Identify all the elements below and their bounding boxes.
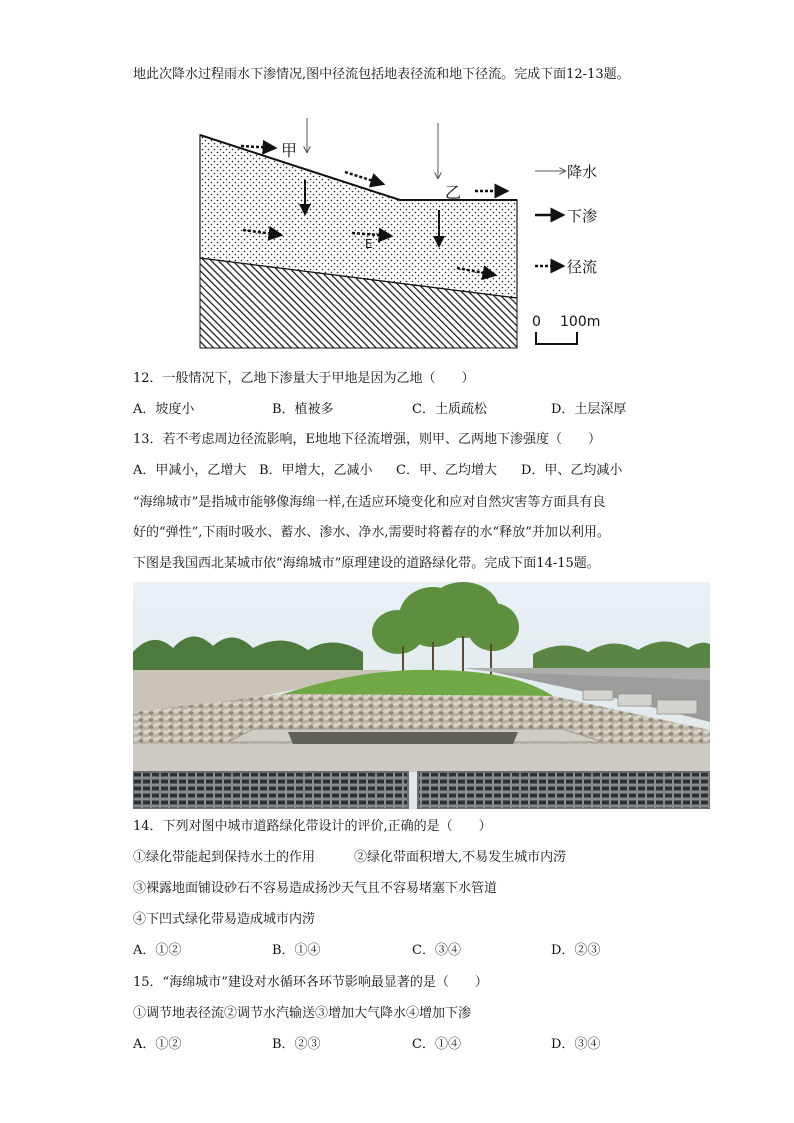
greenbelt-photo bbox=[133, 582, 710, 809]
runoff-arrow bbox=[345, 172, 383, 184]
q14-item-1: ①绿化带能起到保持水土的作用 ②绿化带面积增大,不易发生城市内涝 bbox=[133, 850, 567, 865]
legend-infiltration: 下渗 bbox=[567, 207, 598, 225]
q14-stem: 14．下列对图中城市道路绿化带设计的评价,正确的是（ ） bbox=[133, 819, 492, 834]
scale-bar bbox=[536, 332, 577, 344]
q14-options bbox=[133, 942, 693, 960]
label-jia: 甲 bbox=[281, 141, 298, 160]
q14-option-a[interactable]: A．①② bbox=[133, 943, 182, 958]
q14-option-b[interactable]: B．①④ bbox=[272, 943, 321, 958]
q14-option-c[interactable]: C．③④ bbox=[412, 943, 461, 958]
q15-option-c[interactable]: C．①④ bbox=[412, 1037, 461, 1052]
drain-grate-right bbox=[418, 772, 710, 809]
q12-stem: 12．一般情况下，乙地下渗量大于甲地是因为乙地（ ） bbox=[133, 371, 475, 386]
passage-line-2: 好的“弹性”,下雨时吸水、蓄水、渗水、净水,需要时将蓄存的水“释放”并加以利用。 bbox=[133, 525, 610, 540]
q15-stem: 15．“海绵城市”建设对水循环各环节影响最显著的是（ ） bbox=[133, 975, 488, 990]
q14-option-d[interactable]: D．②③ bbox=[551, 943, 601, 958]
q13-options bbox=[133, 462, 693, 480]
legend-precipitation: 降水 bbox=[567, 163, 598, 181]
passage-line-1: “海绵城市”是指城市能够像海绵一样,在适应环境变化和应对自然灾害等方面具有良 bbox=[133, 495, 606, 510]
q12-option-d[interactable]: D．土层深厚 bbox=[551, 402, 627, 417]
label-e: E bbox=[365, 237, 373, 251]
q15-option-b[interactable]: B．②③ bbox=[272, 1037, 321, 1052]
label-yi: 乙 bbox=[445, 183, 462, 202]
drain-grate-left bbox=[133, 772, 408, 809]
q13-stem: 13．若不考虑周边径流影响，E地地下径流增强，则甲、乙两地下渗强度（ ） bbox=[133, 432, 602, 447]
q15-item-1: ①调节地表径流②调节水汽输送③增加大气降水④增加下渗 bbox=[133, 1006, 472, 1021]
q13-option-a[interactable]: A．甲减小，乙增大 bbox=[133, 463, 247, 478]
q14-item-2: ③裸露地面铺设砂石不容易造成扬沙天气且不容易堵塞下水管道 bbox=[133, 881, 498, 896]
q12-option-c[interactable]: C．土质疏松 bbox=[412, 402, 487, 417]
q13-option-d[interactable]: D．甲、乙均减小 bbox=[521, 463, 623, 478]
infiltration-diagram bbox=[195, 118, 615, 358]
scale-value: 100m bbox=[560, 314, 601, 330]
q15-option-d[interactable]: D．③④ bbox=[551, 1037, 601, 1052]
q13-option-c[interactable]: C．甲、乙均增大 bbox=[396, 463, 497, 478]
q12-options bbox=[133, 401, 693, 419]
passage-line-3: 下图是我国西北某城市依“海绵城市”原理建设的道路绿化带。完成下面14-15题。 bbox=[133, 556, 600, 571]
q12-option-b[interactable]: B．植被多 bbox=[272, 402, 334, 417]
q12-option-a[interactable]: A．坡度小 bbox=[133, 402, 195, 417]
q13-option-b[interactable]: B．甲增大，乙减小 bbox=[259, 463, 373, 478]
legend-runoff: 径流 bbox=[567, 258, 598, 276]
runoff-arrow bbox=[241, 146, 275, 148]
q15-option-a[interactable]: A．①② bbox=[133, 1037, 182, 1052]
q14-item-3: ④下凹式绿化带易造成城市内涝 bbox=[133, 912, 316, 927]
q15-options bbox=[133, 1036, 693, 1054]
intro-text: 地此次降水过程雨水下渗情况,图中径流包括地表径流和地下径流。完成下面12-13题。 bbox=[133, 67, 630, 82]
scale-zero: 0 bbox=[532, 314, 541, 330]
